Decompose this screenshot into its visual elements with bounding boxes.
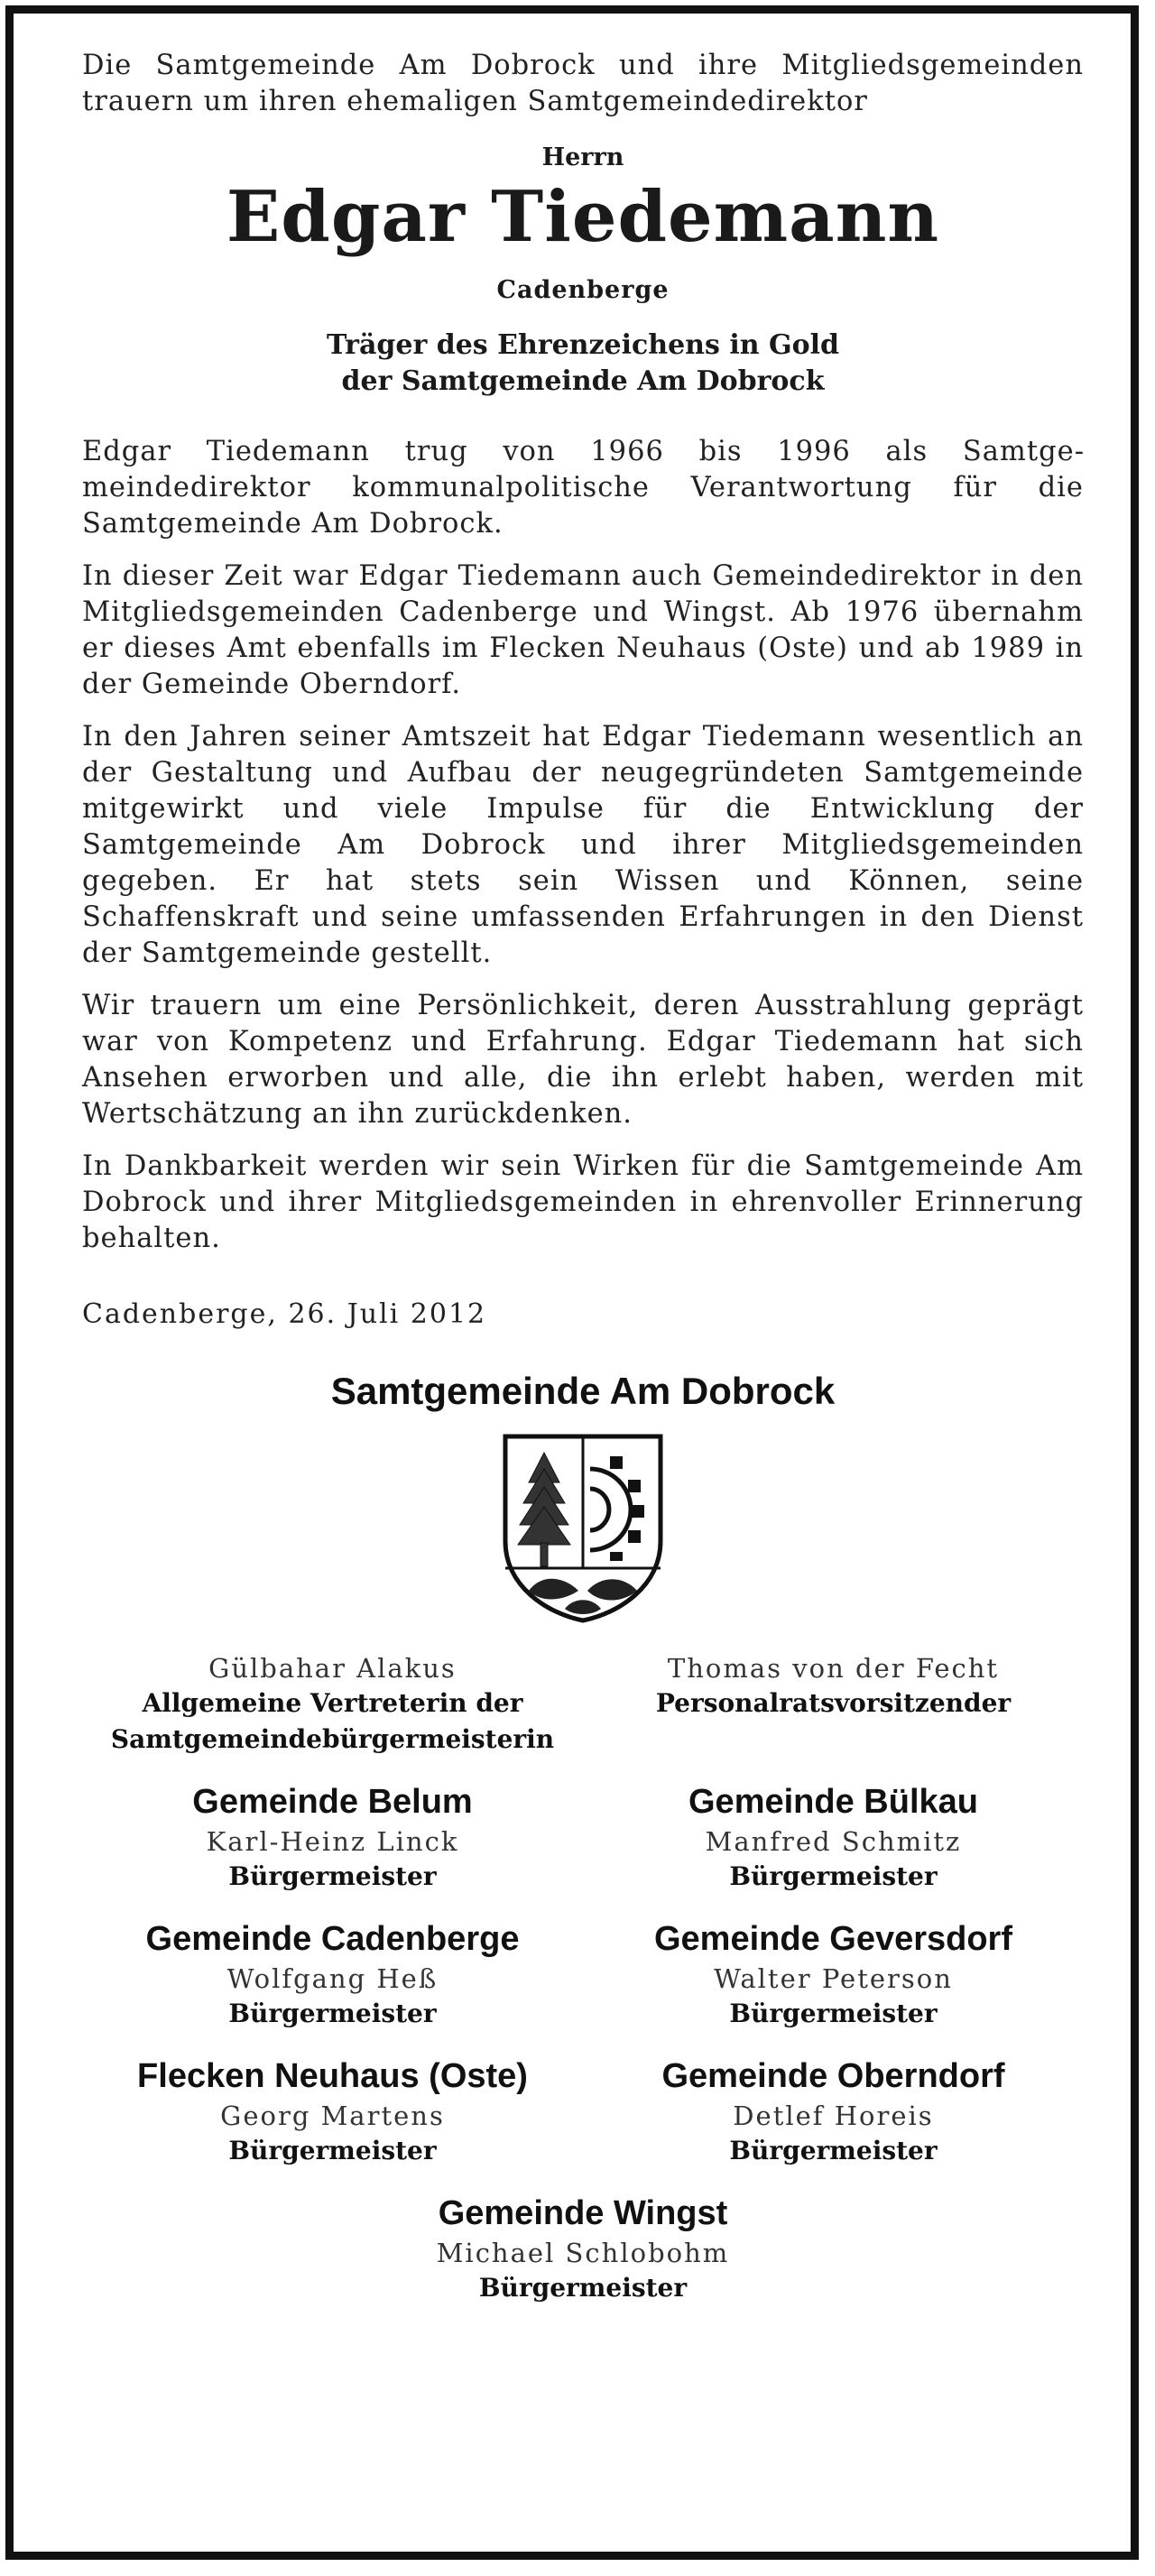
mayor-name: Karl-Heinz Linck <box>206 1826 459 1857</box>
intro-text: Die Samtgemeinde Am Dobrock und ihre Mitgliedsgemeinden trauern um ihren ehemaligen Samtgemeindedirektor <box>82 50 1084 117</box>
official-role: Personalratsvorsitzender <box>655 1688 1012 1718</box>
official-name: Gülbahar Alakus <box>208 1653 457 1684</box>
official-role: Samtgemeindebürgermeisterin <box>110 1724 555 1754</box>
paragraph: In dieser Zeit war Edgar Tiedemann auch Gemeindedirektor in den Mitgliedsgemeinden Cadenberge und Wingst. Ab 1976 übernahm er dieses Amt ebenfalls im Flecken Neuhaus (Oste) und ab 1989 in der Gemeinde Oberndorf. <box>82 560 1084 700</box>
mayor-name: Georg Martens <box>220 2101 445 2131</box>
mayor-role: Bürgermeister <box>729 1861 938 1891</box>
municipality-row <box>82 1779 1084 1895</box>
municipality-entry <box>82 1779 583 1895</box>
municipality-heading: Gemeinde Cadenberge <box>145 1920 520 1958</box>
municipality-heading: Gemeinde Oberndorf <box>661 2057 1005 2095</box>
municipality-entry <box>583 1916 1084 2032</box>
mayor-name: Manfred Schmitz <box>705 1826 962 1857</box>
official-entry <box>82 1651 583 1758</box>
paragraph: Edgar Tiedemann trug von 1966 bis 1996 als Samtgemeindedirektor kommunalpolitische Verantwortung für die Samtgemeinde Am Dobrock. <box>82 436 1084 540</box>
mayor-role: Bürgermeister <box>729 2136 938 2165</box>
municipality-entry <box>583 2054 1084 2169</box>
coat-of-arms-icon <box>502 1433 664 1624</box>
mayor-role: Bürgermeister <box>228 1999 437 2028</box>
municipality-entry <box>583 1779 1084 1895</box>
salutation: Herrn <box>541 143 624 171</box>
obituary-content <box>82 48 1084 2306</box>
paragraph: In Dankbarkeit werden wir sein Wirken für die Samtgemeinde Am Dobrock und ihrer Mitgliedsgemeinden in ehrenvoller Erinnerung behalten. <box>82 1150 1084 1254</box>
municipality-row <box>82 1916 1084 2032</box>
honor-line-1: Träger des Ehrenzeichens in Gold <box>327 329 839 361</box>
dateline: Cadenberge, 26. Juli 2012 <box>82 1298 487 1330</box>
official-role: Allgemeine Vertreterin der <box>142 1688 523 1718</box>
municipality-entry-wingst <box>82 2191 1084 2306</box>
municipality-entry <box>82 1916 583 2032</box>
honor-line-2: der Samtgemeinde Am Dobrock <box>341 365 825 397</box>
mayor-name: Walter Peterson <box>714 1963 953 1994</box>
mayor-role: Bürgermeister <box>729 1999 938 2028</box>
deceased-place: Cadenberge <box>496 276 670 304</box>
official-name: Thomas von der Fecht <box>667 1653 1000 1684</box>
mayor-name: Wolfgang Heß <box>226 1963 439 1994</box>
mayor-name: Detlef Horeis <box>733 2101 934 2131</box>
officials-row <box>82 1651 1084 1758</box>
municipality-heading: Gemeinde Geversdorf <box>653 1920 1013 1958</box>
mayor-role: Bürgermeister <box>228 1861 437 1891</box>
paragraph: Wir trauern um eine Persönlichkeit, deren Ausstrahlung geprägt war von Kompetenz und Erfahrung. Edgar Tiedemann hat sich Ansehen erworben und alle, die ihn erlebt haben, werden mit Wertschätzung an ihn zurückdenken. <box>82 990 1084 1130</box>
municipality-heading: Flecken Neuhaus (Oste) <box>137 2057 528 2095</box>
municipality-heading: Gemeinde Wingst <box>438 2194 728 2232</box>
municipality-heading: Gemeinde Belum <box>192 1783 473 1821</box>
mayor-role: Bürgermeister <box>478 2273 688 2303</box>
municipality-heading: Gemeinde Bülkau <box>688 1783 978 1821</box>
organization-name: Samtgemeinde Am Dobrock <box>330 1370 836 1412</box>
paragraph: In den Jahren seiner Amtszeit hat Edgar Tiedemann wesentlich an der Gestaltung und Aufbau der neugegründeten Samtgemeinde mitgewirkt und viele Impulse für die Entwicklung der Samtgemeinde Am Dobrock und ihrer Mitgliedsgemeinden gegeben. Er hat stets sein Wissen und Können, seine Schaffenskraft und seine umfassenden Erfahrungen in den Dienst der Samtgemeinde gestellt. <box>82 721 1084 969</box>
deceased-name: Edgar Tiedemann <box>226 176 940 258</box>
honor-title <box>82 328 1084 400</box>
mayor-name: Michael Schlobohm <box>436 2238 730 2268</box>
municipality-entry <box>82 2054 583 2169</box>
official-entry <box>583 1651 1084 1758</box>
municipality-row <box>82 2054 1084 2169</box>
mayor-role: Bürgermeister <box>228 2136 437 2165</box>
obituary-frame <box>5 5 1139 2560</box>
